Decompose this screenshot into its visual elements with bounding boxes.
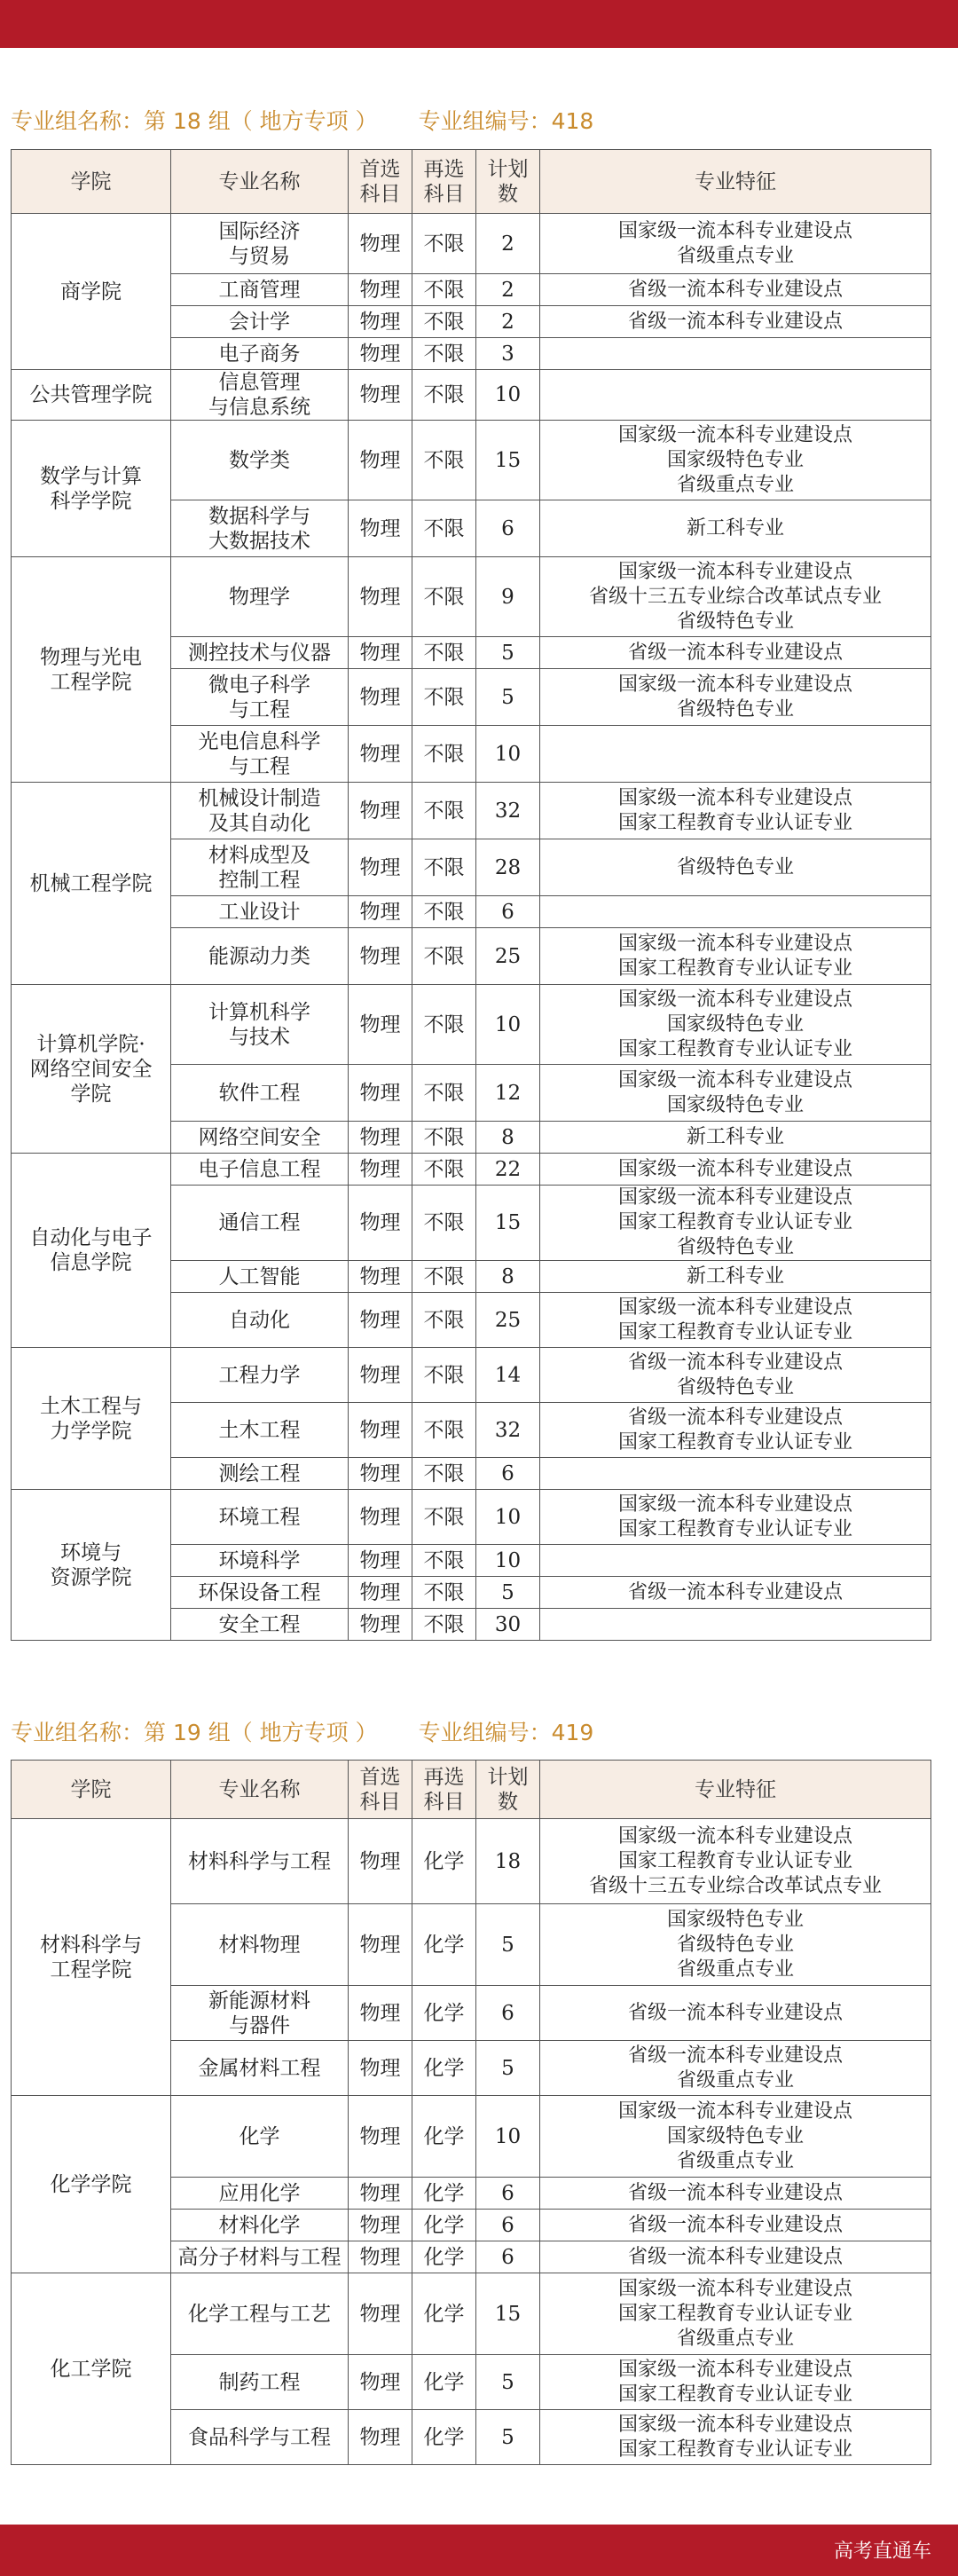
major-name: 电子信息工程 [171, 1154, 349, 1186]
second-subject: 不限 [412, 1122, 476, 1154]
plan-count: 10 [476, 1490, 540, 1545]
plan-count: 9 [476, 557, 540, 637]
college-name: 物理与光电 工程学院 [12, 557, 171, 783]
college-name: 公共管理学院 [12, 370, 171, 421]
table-row [12, 1348, 931, 1403]
plan-count: 8 [476, 1122, 540, 1154]
plan-count: 32 [476, 783, 540, 839]
major-table-group-18 [11, 149, 931, 1641]
first-subject: 物理 [349, 1154, 412, 1186]
first-subject: 物理 [349, 1261, 412, 1293]
major-table-group-19 [11, 1760, 931, 2465]
table-row [12, 214, 931, 274]
major-name: 制药工程 [171, 2355, 349, 2410]
major-features: 国家级一流本科专业建设点 [540, 1154, 931, 1186]
major-name: 环境工程 [171, 1490, 349, 1545]
second-subject: 不限 [412, 1261, 476, 1293]
major-name: 材料成型及 控制工程 [171, 839, 349, 896]
first-subject: 物理 [349, 1986, 412, 2041]
second-subject: 化学 [412, 2241, 476, 2273]
plan-count: 6 [476, 2241, 540, 2273]
table-header-row [12, 1761, 931, 1819]
plan-count: 10 [476, 985, 540, 1065]
column-header: 再选 科目 [412, 150, 476, 214]
first-subject: 物理 [349, 839, 412, 896]
major-features [540, 370, 931, 421]
first-subject: 物理 [349, 928, 412, 985]
second-subject: 化学 [412, 1819, 476, 1904]
plan-count: 5 [476, 637, 540, 669]
major-name: 电子商务 [171, 338, 349, 370]
second-subject: 不限 [412, 1154, 476, 1186]
major-features: 国家级一流本科专业建设点 省级十三五专业综合改革试点专业 省级特色专业 [540, 557, 931, 637]
group-header [11, 104, 593, 136]
table-row [12, 1154, 931, 1186]
plan-count: 14 [476, 1348, 540, 1403]
first-subject: 物理 [349, 1609, 412, 1641]
major-name: 应用化学 [171, 2178, 349, 2210]
college-name: 自动化与电子 信息学院 [12, 1154, 171, 1348]
column-header: 计划 数 [476, 1761, 540, 1819]
first-subject: 物理 [349, 1186, 412, 1261]
footer-brand: 高考直通车 [833, 2541, 931, 2563]
major-features [540, 338, 931, 370]
plan-count: 8 [476, 1261, 540, 1293]
first-subject: 物理 [349, 1490, 412, 1545]
first-subject: 物理 [349, 2210, 412, 2241]
first-subject: 物理 [349, 338, 412, 370]
major-features [540, 1458, 931, 1490]
plan-count: 6 [476, 500, 540, 557]
major-features: 国家级一流本科专业建设点 国家工程教育专业认证专业 省级重点专业 [540, 2273, 931, 2355]
second-subject: 化学 [412, 1986, 476, 2041]
first-subject: 物理 [349, 783, 412, 839]
top-banner [0, 0, 958, 48]
major-features: 省级一流本科专业建设点 [540, 2178, 931, 2210]
major-name: 工程力学 [171, 1348, 349, 1403]
second-subject: 不限 [412, 1545, 476, 1577]
plan-count: 3 [476, 338, 540, 370]
major-name: 环保设备工程 [171, 1577, 349, 1609]
first-subject: 物理 [349, 1577, 412, 1609]
table-row [12, 1490, 931, 1545]
plan-count: 2 [476, 306, 540, 338]
second-subject: 化学 [412, 2041, 476, 2096]
major-features: 国家级一流本科专业建设点 国家工程教育专业认证专业 省级特色专业 [540, 1186, 931, 1261]
second-subject: 不限 [412, 557, 476, 637]
table-row [12, 985, 931, 1065]
major-name: 材料物理 [171, 1904, 349, 1986]
plan-count: 5 [476, 1577, 540, 1609]
college-name: 化学学院 [12, 2096, 171, 2273]
major-name: 数据科学与 大数据技术 [171, 500, 349, 557]
second-subject: 不限 [412, 669, 476, 726]
second-subject: 不限 [412, 896, 476, 928]
major-features: 国家级一流本科专业建设点 国家工程教育专业认证专业 [540, 1293, 931, 1348]
second-subject: 不限 [412, 783, 476, 839]
first-subject: 物理 [349, 1348, 412, 1403]
major-name: 材料科学与工程 [171, 1819, 349, 1904]
first-subject: 物理 [349, 274, 412, 306]
plan-count: 6 [476, 1986, 540, 2041]
plan-count: 10 [476, 2096, 540, 2178]
column-header: 首选 科目 [349, 1761, 412, 1819]
plan-count: 5 [476, 669, 540, 726]
second-subject: 不限 [412, 306, 476, 338]
college-name: 环境与 资源学院 [12, 1490, 171, 1641]
second-subject: 不限 [412, 1403, 476, 1458]
plan-count: 15 [476, 421, 540, 500]
major-features: 国家级一流本科专业建设点 国家工程教育专业认证专业 [540, 928, 931, 985]
major-name: 网络空间安全 [171, 1122, 349, 1154]
major-features: 省级一流本科专业建设点 [540, 1577, 931, 1609]
major-name: 计算机科学 与技术 [171, 985, 349, 1065]
college-name: 机械工程学院 [12, 783, 171, 985]
major-features: 国家级一流本科专业建设点 国家工程教育专业认证专业 省级十三五专业综合改革试点专业 [540, 1819, 931, 1904]
column-header: 专业名称 [171, 1761, 349, 1819]
major-name: 安全工程 [171, 1609, 349, 1641]
first-subject: 物理 [349, 896, 412, 928]
second-subject: 不限 [412, 338, 476, 370]
second-subject: 不限 [412, 1293, 476, 1348]
first-subject: 物理 [349, 1545, 412, 1577]
major-name: 食品科学与工程 [171, 2410, 349, 2465]
major-features: 省级一流本科专业建设点 [540, 2241, 931, 2273]
second-subject: 化学 [412, 2273, 476, 2355]
plan-count: 15 [476, 1186, 540, 1261]
major-name: 国际经济 与贸易 [171, 214, 349, 274]
major-name: 材料化学 [171, 2210, 349, 2241]
plan-count: 6 [476, 896, 540, 928]
college-name: 土木工程与 力学学院 [12, 1348, 171, 1490]
second-subject: 化学 [412, 1904, 476, 1986]
second-subject: 不限 [412, 1348, 476, 1403]
plan-count: 10 [476, 1545, 540, 1577]
plan-count: 10 [476, 370, 540, 421]
table-row [12, 370, 931, 421]
plan-count: 32 [476, 1403, 540, 1458]
table-row [12, 2096, 931, 2178]
major-name: 物理学 [171, 557, 349, 637]
second-subject: 不限 [412, 421, 476, 500]
major-features: 新工科专业 [540, 500, 931, 557]
major-name: 新能源材料 与器件 [171, 1986, 349, 2041]
college-name: 化工学院 [12, 2273, 171, 2465]
major-name: 工业设计 [171, 896, 349, 928]
first-subject: 物理 [349, 2410, 412, 2465]
major-name: 测控技术与仪器 [171, 637, 349, 669]
major-features: 省级一流本科专业建设点 [540, 306, 931, 338]
group-code: 专业组编号：419 [418, 1720, 594, 1745]
plan-count: 12 [476, 1065, 540, 1122]
plan-count: 18 [476, 1819, 540, 1904]
table-row [12, 1819, 931, 1904]
second-subject: 不限 [412, 1065, 476, 1122]
column-header: 专业特征 [540, 1761, 931, 1819]
first-subject: 物理 [349, 306, 412, 338]
second-subject: 不限 [412, 839, 476, 896]
second-subject: 化学 [412, 2210, 476, 2241]
second-subject: 不限 [412, 726, 476, 783]
plan-count: 10 [476, 726, 540, 783]
major-name: 通信工程 [171, 1186, 349, 1261]
first-subject: 物理 [349, 557, 412, 637]
plan-count: 5 [476, 2410, 540, 2465]
major-name: 微电子科学 与工程 [171, 669, 349, 726]
major-features: 省级一流本科专业建设点 [540, 2210, 931, 2241]
second-subject: 不限 [412, 370, 476, 421]
first-subject: 物理 [349, 214, 412, 274]
major-features: 省级一流本科专业建设点 [540, 637, 931, 669]
major-name: 工商管理 [171, 274, 349, 306]
major-name: 人工智能 [171, 1261, 349, 1293]
major-features: 国家级一流本科专业建设点 国家工程教育专业认证专业 [540, 2410, 931, 2465]
first-subject: 物理 [349, 1458, 412, 1490]
group-header [11, 1715, 593, 1747]
major-features: 省级一流本科专业建设点 [540, 1986, 931, 2041]
second-subject: 不限 [412, 985, 476, 1065]
column-header: 计划 数 [476, 150, 540, 214]
plan-count: 5 [476, 2041, 540, 2096]
column-header: 学院 [12, 150, 171, 214]
major-features: 国家级一流本科专业建设点 国家级特色专业 省级重点专业 [540, 2096, 931, 2178]
major-features: 国家级一流本科专业建设点 国家工程教育专业认证专业 [540, 783, 931, 839]
major-name: 高分子材料与工程 [171, 2241, 349, 2273]
major-name: 数学类 [171, 421, 349, 500]
major-features: 国家级一流本科专业建设点 国家工程教育专业认证专业 [540, 2355, 931, 2410]
second-subject: 不限 [412, 214, 476, 274]
major-name: 土木工程 [171, 1403, 349, 1458]
college-name: 数学与计算 科学学院 [12, 421, 171, 557]
first-subject: 物理 [349, 1065, 412, 1122]
second-subject: 不限 [412, 1458, 476, 1490]
bottom-banner [0, 2525, 958, 2576]
college-name: 商学院 [12, 214, 171, 370]
major-features: 新工科专业 [540, 1122, 931, 1154]
table-row [12, 421, 931, 500]
group-name: 专业组名称：第 19 组（ 地方专项 ） [11, 1720, 378, 1745]
major-features [540, 1609, 931, 1641]
first-subject: 物理 [349, 1904, 412, 1986]
group-code: 专业组编号：418 [418, 108, 594, 134]
major-name: 会计学 [171, 306, 349, 338]
first-subject: 物理 [349, 2096, 412, 2178]
column-header: 再选 科目 [412, 1761, 476, 1819]
first-subject: 物理 [349, 1122, 412, 1154]
first-subject: 物理 [349, 1293, 412, 1348]
major-features: 省级一流本科专业建设点 省级特色专业 [540, 1348, 931, 1403]
plan-count: 5 [476, 1904, 540, 1986]
first-subject: 物理 [349, 985, 412, 1065]
first-subject: 物理 [349, 2355, 412, 2410]
major-features: 省级特色专业 [540, 839, 931, 896]
second-subject: 化学 [412, 2096, 476, 2178]
second-subject: 不限 [412, 274, 476, 306]
plan-count: 15 [476, 2273, 540, 2355]
plan-count: 2 [476, 274, 540, 306]
plan-count: 25 [476, 928, 540, 985]
major-features [540, 726, 931, 783]
first-subject: 物理 [349, 669, 412, 726]
group-name: 专业组名称：第 18 组（ 地方专项 ） [11, 108, 378, 134]
plan-count: 2 [476, 214, 540, 274]
second-subject: 不限 [412, 1577, 476, 1609]
major-name: 机械设计制造 及其自动化 [171, 783, 349, 839]
second-subject: 化学 [412, 2178, 476, 2210]
table-row [12, 2273, 931, 2355]
column-header: 专业名称 [171, 150, 349, 214]
major-features: 省级一流本科专业建设点 国家工程教育专业认证专业 [540, 1403, 931, 1458]
major-features: 国家级一流本科专业建设点 国家级特色专业 [540, 1065, 931, 1122]
major-name: 光电信息科学 与工程 [171, 726, 349, 783]
first-subject: 物理 [349, 1819, 412, 1904]
plan-count: 6 [476, 2178, 540, 2210]
column-header: 学院 [12, 1761, 171, 1819]
table-header-row [12, 150, 931, 214]
plan-count: 6 [476, 2210, 540, 2241]
column-header: 首选 科目 [349, 150, 412, 214]
first-subject: 物理 [349, 726, 412, 783]
first-subject: 物理 [349, 2041, 412, 2096]
table-row [12, 557, 931, 637]
college-name: 计算机学院· 网络空间安全 学院 [12, 985, 171, 1154]
first-subject: 物理 [349, 500, 412, 557]
major-features: 国家级一流本科专业建设点 国家工程教育专业认证专业 [540, 1490, 931, 1545]
major-features: 国家级一流本科专业建设点 省级特色专业 [540, 669, 931, 726]
plan-count: 5 [476, 2355, 540, 2410]
second-subject: 化学 [412, 2355, 476, 2410]
major-name: 自动化 [171, 1293, 349, 1348]
major-features: 国家级特色专业 省级特色专业 省级重点专业 [540, 1904, 931, 1986]
second-subject: 不限 [412, 1186, 476, 1261]
first-subject: 物理 [349, 2273, 412, 2355]
second-subject: 不限 [412, 1609, 476, 1641]
major-name: 环境科学 [171, 1545, 349, 1577]
major-features: 省级一流本科专业建设点 [540, 274, 931, 306]
major-name: 化学 [171, 2096, 349, 2178]
major-features: 省级一流本科专业建设点 省级重点专业 [540, 2041, 931, 2096]
plan-count: 6 [476, 1458, 540, 1490]
plan-count: 22 [476, 1154, 540, 1186]
first-subject: 物理 [349, 1403, 412, 1458]
second-subject: 不限 [412, 637, 476, 669]
major-features [540, 896, 931, 928]
second-subject: 不限 [412, 1490, 476, 1545]
plan-count: 25 [476, 1293, 540, 1348]
table-row [12, 783, 931, 839]
major-name: 软件工程 [171, 1065, 349, 1122]
plan-count: 28 [476, 839, 540, 896]
major-features: 新工科专业 [540, 1261, 931, 1293]
first-subject: 物理 [349, 370, 412, 421]
second-subject: 化学 [412, 2410, 476, 2465]
first-subject: 物理 [349, 637, 412, 669]
major-name: 信息管理 与信息系统 [171, 370, 349, 421]
column-header: 专业特征 [540, 150, 931, 214]
first-subject: 物理 [349, 2241, 412, 2273]
major-name: 能源动力类 [171, 928, 349, 985]
major-features: 国家级一流本科专业建设点 省级重点专业 [540, 214, 931, 274]
major-name: 化学工程与工艺 [171, 2273, 349, 2355]
plan-count: 30 [476, 1609, 540, 1641]
college-name: 材料科学与 工程学院 [12, 1819, 171, 2096]
major-features [540, 1545, 931, 1577]
major-features: 国家级一流本科专业建设点 国家级特色专业 国家工程教育专业认证专业 [540, 985, 931, 1065]
second-subject: 不限 [412, 500, 476, 557]
second-subject: 不限 [412, 928, 476, 985]
major-features: 国家级一流本科专业建设点 国家级特色专业 省级重点专业 [540, 421, 931, 500]
first-subject: 物理 [349, 2178, 412, 2210]
major-name: 金属材料工程 [171, 2041, 349, 2096]
first-subject: 物理 [349, 421, 412, 500]
major-name: 测绘工程 [171, 1458, 349, 1490]
